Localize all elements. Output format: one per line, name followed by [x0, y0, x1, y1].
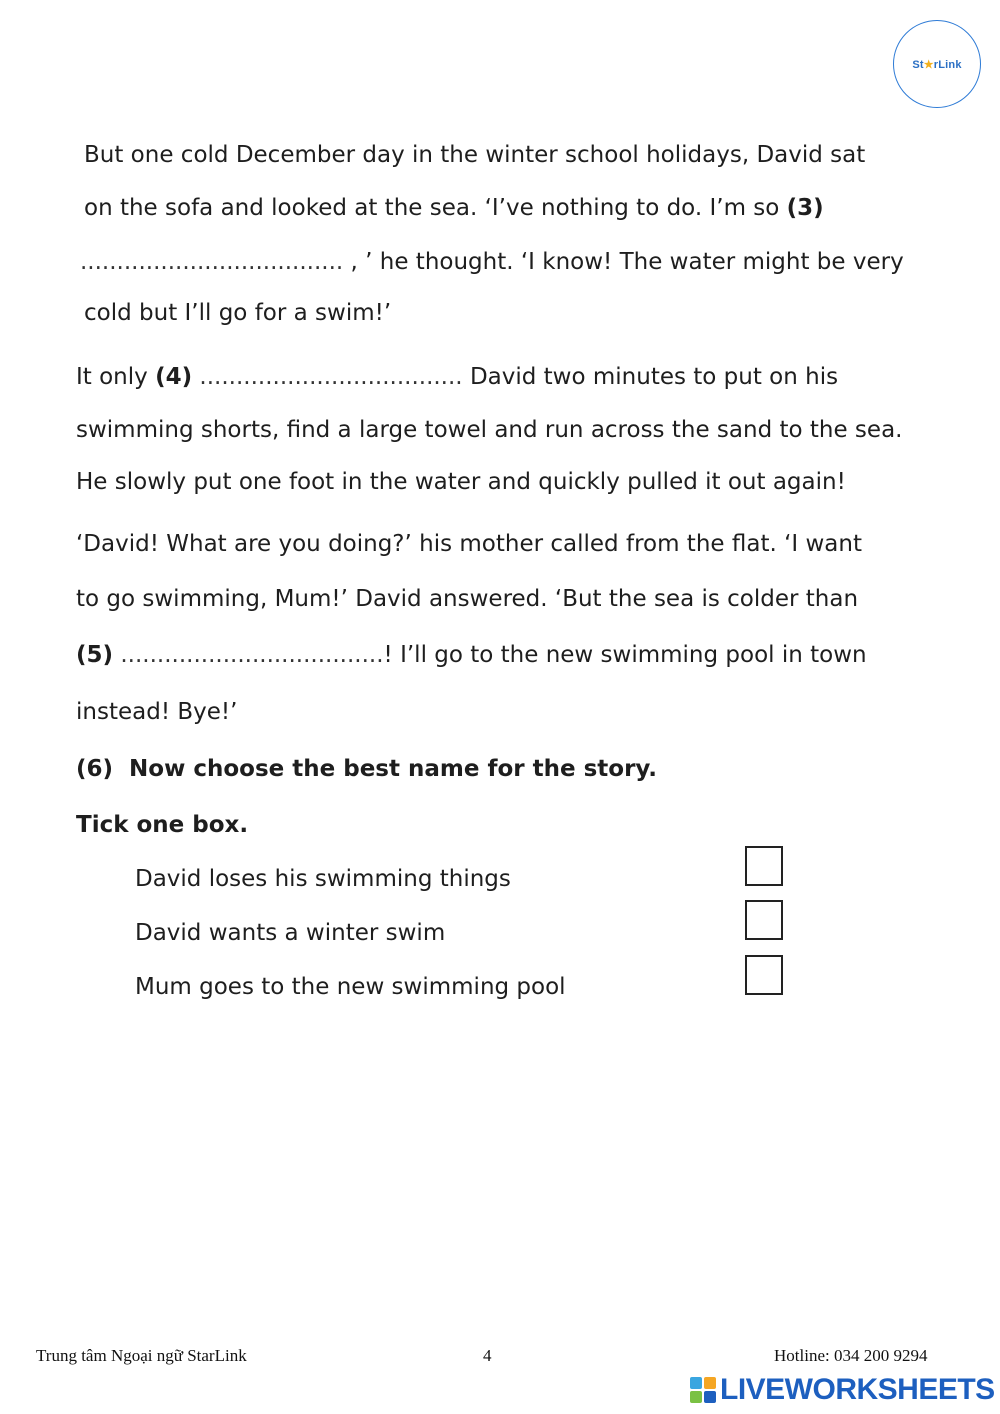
liveworksheets-wordmark: LIVEWORKSHEETS — [720, 1373, 995, 1406]
passage-line: He slowly put one foot in the water and quickly pulled it out again! — [76, 469, 846, 495]
passage-line: .................................... , ’ he thought. ‘I know! The water might be very — [80, 249, 904, 275]
logo-text: St★rLink — [912, 58, 962, 71]
passage-line: to go swimming, Mum!’ David answered. ‘But the sea is colder than — [76, 586, 859, 612]
liveworksheets-logo — [690, 1374, 995, 1406]
blank-3-field[interactable]: .................................... — [80, 249, 344, 275]
tick-box-option-1[interactable] — [745, 846, 783, 886]
blank-5-label: (5) — [76, 642, 114, 668]
footer-hotline: Hotline: 034 200 9294 — [774, 1346, 928, 1365]
liveworksheets-icon — [690, 1377, 716, 1403]
passage-line: It only (4) .................................... David two minutes to put on his — [76, 364, 839, 390]
page-number: 4 — [483, 1346, 492, 1365]
passage-line: ‘David! What are you doing?’ his mother called from the flat. ‘I want — [76, 531, 862, 557]
question-title — [76, 754, 657, 784]
passage-line: swimming shorts, find a large towel and run across the sand to the sea. — [76, 417, 903, 443]
question-instruction: Tick one box. — [76, 812, 249, 838]
passage-line: (5) ....................................! I’ll go to the new swimming pool in town — [76, 642, 867, 668]
passage-line: cold but I’ll go for a swim!’ — [84, 300, 392, 326]
question-text: Now choose the best name for the story. — [129, 756, 658, 782]
blank-3-label: (3) — [786, 195, 824, 221]
blank-5-field[interactable]: .................................... — [120, 642, 384, 668]
option-label: David wants a winter swim — [135, 920, 446, 946]
blank-4-field[interactable]: .................................... — [199, 364, 463, 390]
option-label: Mum goes to the new swimming pool — [135, 974, 566, 1000]
passage-line: instead! Bye!’ — [76, 699, 238, 725]
tick-box-option-2[interactable] — [745, 900, 783, 940]
passage-line: But one cold December day in the winter school holidays, David sat — [84, 142, 866, 168]
question-number: (6) — [76, 756, 114, 782]
star-icon: ★ — [923, 58, 934, 71]
option-label: David loses his swimming things — [135, 866, 511, 892]
passage-line: on the sofa and looked at the sea. ‘I’ve nothing to do. I’m so (3) — [84, 195, 824, 221]
blank-4-label: (4) — [155, 364, 193, 390]
tick-box-option-3[interactable] — [745, 955, 783, 995]
starlink-logo — [893, 20, 981, 108]
footer-center-name: Trung tâm Ngoại ngữ StarLink — [36, 1346, 247, 1365]
